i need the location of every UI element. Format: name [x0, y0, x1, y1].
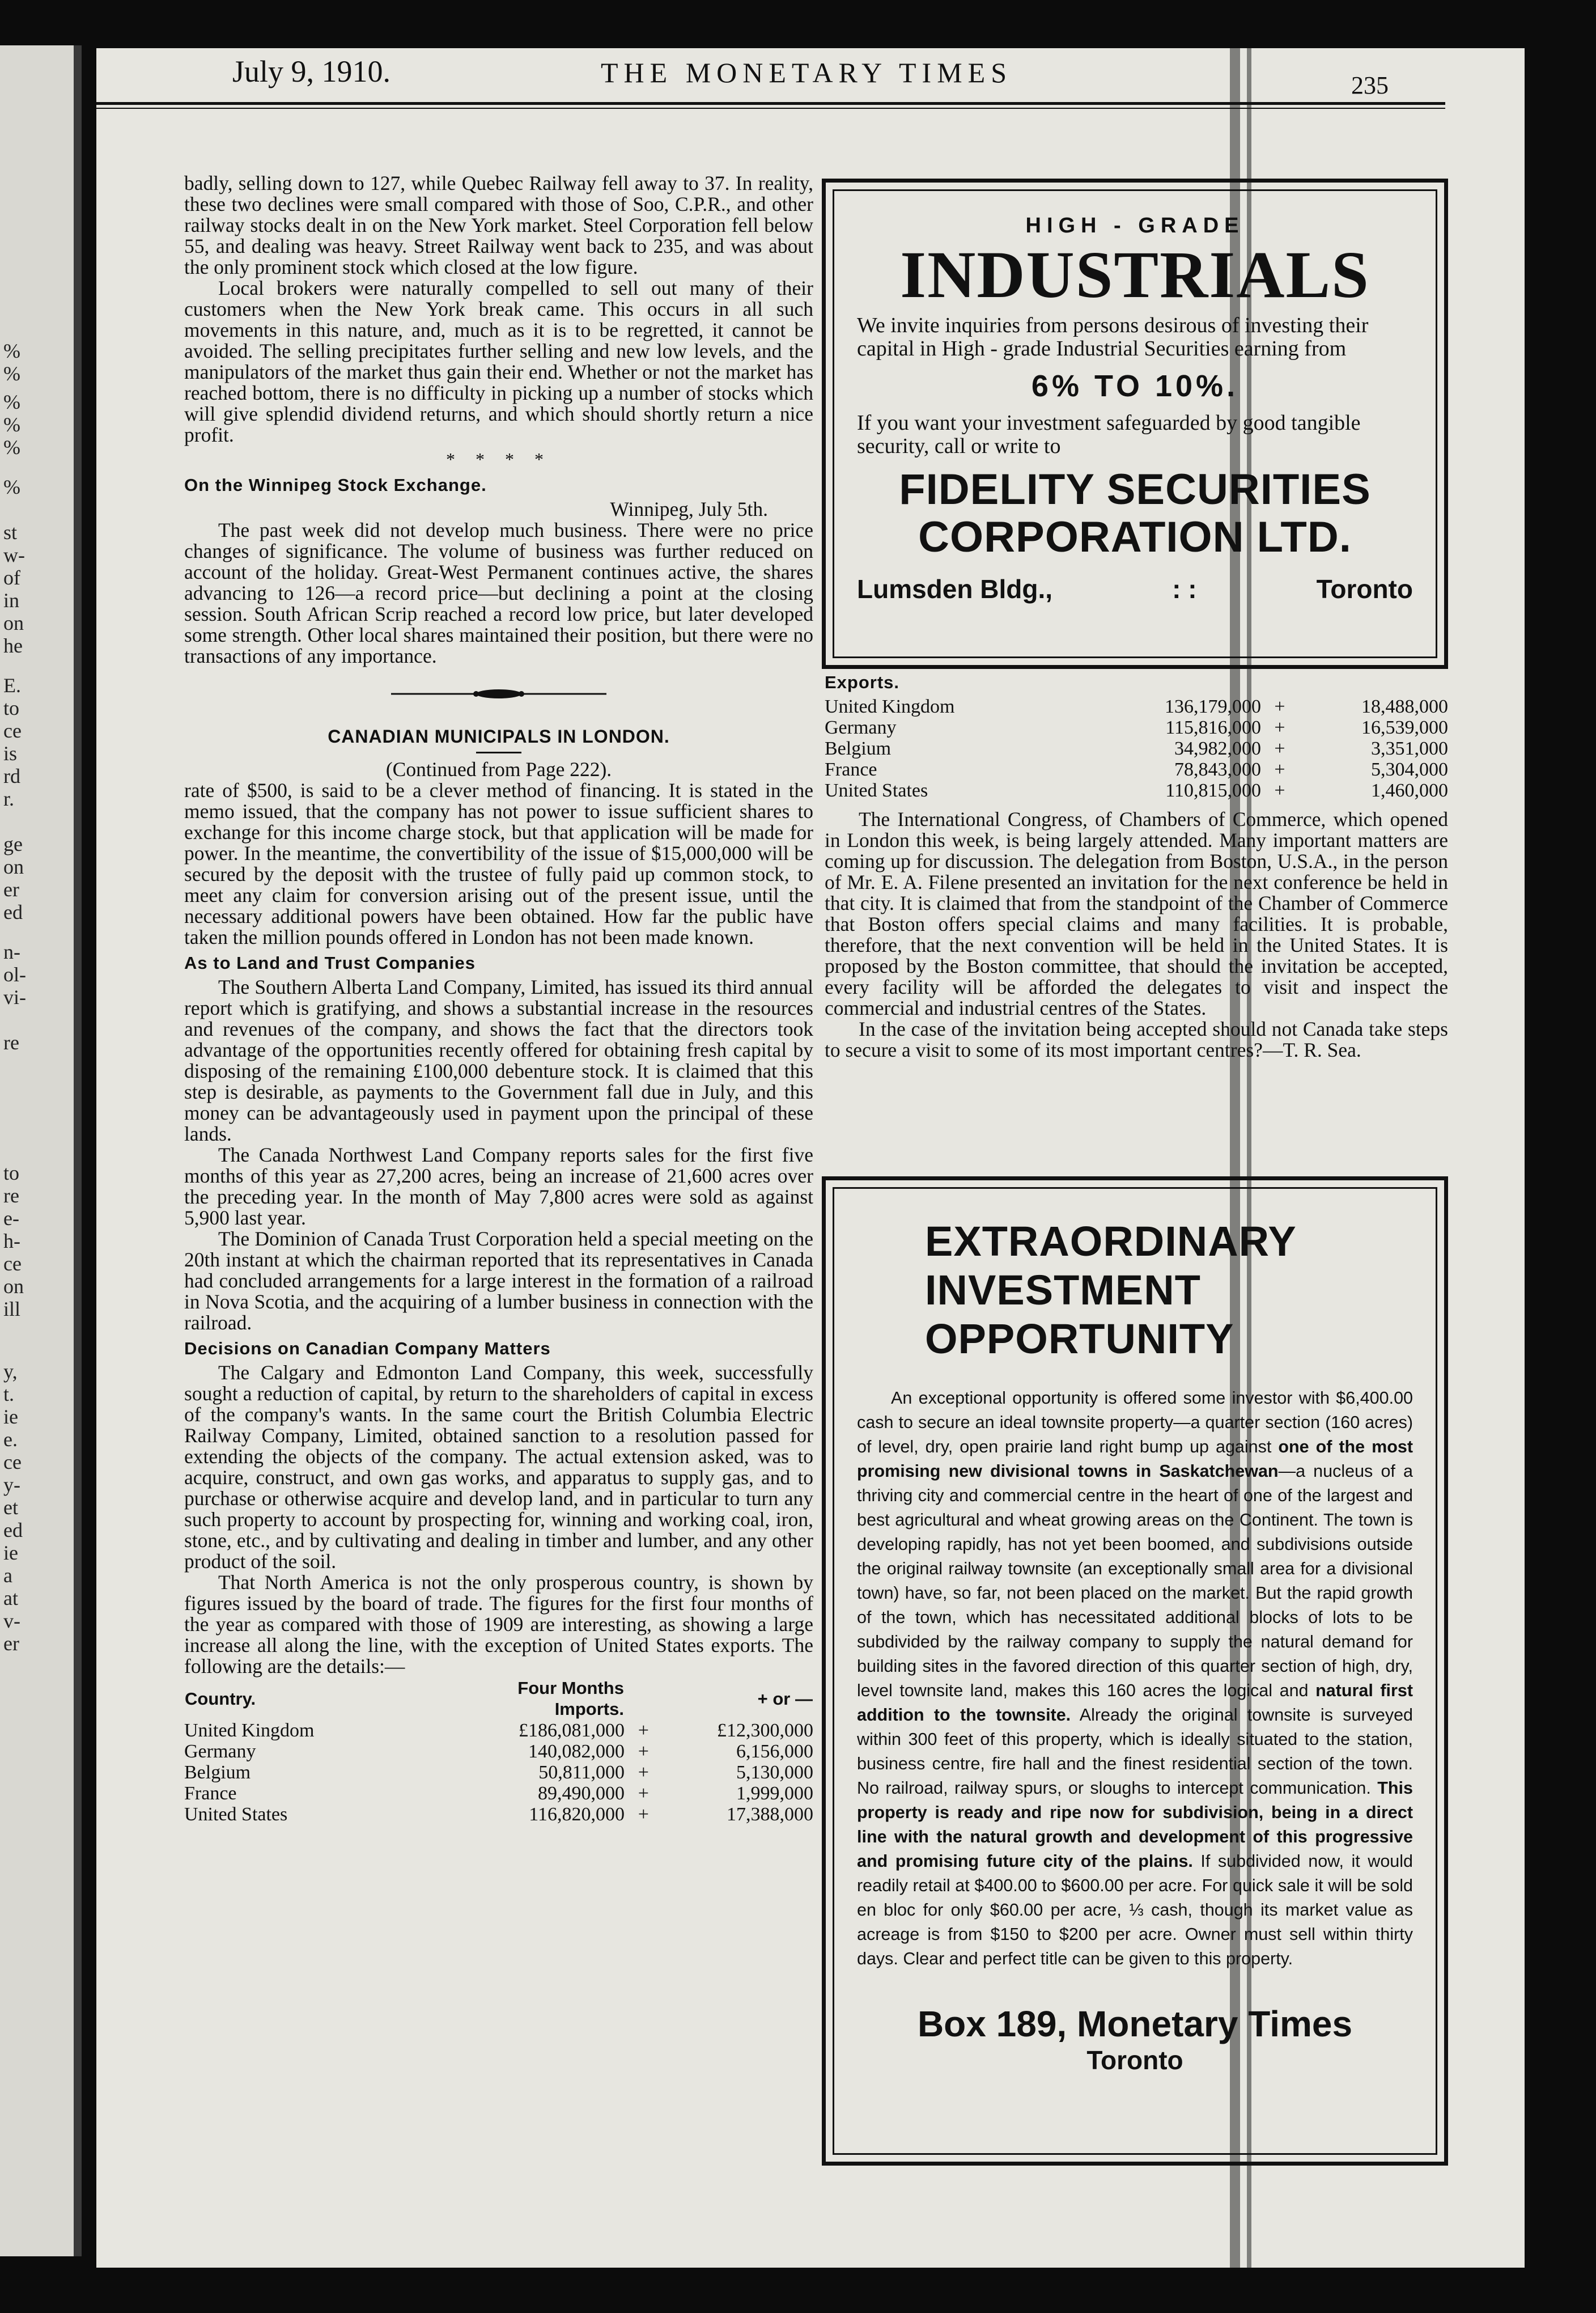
table-cell-value: 136,179,000	[1165, 696, 1261, 717]
table-row	[184, 1720, 813, 1741]
margin-fragment: %	[3, 413, 20, 436]
table-cell-change: 1,999,000	[736, 1783, 813, 1804]
section-stars: * * * *	[446, 449, 551, 469]
dateline: Winnipeg, July 5th.	[610, 498, 768, 520]
ornamental-divider	[184, 684, 813, 705]
ad-text: If you want your investment safeguarded by good tangible security, call or write to	[857, 411, 1361, 458]
margin-fragment: on	[3, 855, 24, 878]
margin-fragment: re	[3, 1184, 19, 1207]
paragraph: That North America is not the only prosperous country, is shown by figures issued by the board of trade. The figures for the first four months of the year as compared with those of 1909 are interesting, as showing a large increase all along the line, with the exception of United States exports. The following are the details:—	[184, 1571, 813, 1677]
margin-fragment: on	[3, 1275, 24, 1298]
margin-fragment: rd	[3, 765, 20, 787]
margin-fragment: %	[3, 362, 20, 385]
table-cell-sign: +	[1274, 780, 1285, 801]
divider-ornament-icon	[391, 687, 606, 701]
margin-fragment: r.	[3, 787, 15, 810]
margin-fragment: %	[3, 340, 20, 362]
header-rule	[96, 102, 1445, 105]
margin-fragment: st	[3, 521, 18, 544]
table-cell-country: Germany	[825, 717, 897, 738]
table-cell-change: 16,539,000	[1361, 717, 1448, 738]
margin-fragment: et	[3, 1496, 18, 1519]
ad-signature: Box 189, Monetary Times	[917, 2003, 1353, 2044]
margin-fragment: in	[3, 589, 20, 612]
section-heading-land: As to Land and Trust Companies	[184, 953, 476, 973]
ad-inner-border	[833, 1187, 1437, 2155]
margin-fragment: he	[3, 634, 23, 657]
adjacent-page-edge	[0, 45, 82, 2256]
ad-body-text: natural first addition to the townsite.	[857, 1681, 1413, 1725]
margin-fragment: %	[3, 391, 20, 413]
page-header	[79, 54, 1423, 99]
right-column	[825, 672, 1448, 1061]
margin-fragment: vi-	[3, 986, 26, 1009]
ad-headline-line: OPPORTUNITY	[925, 1315, 1234, 1362]
margin-fragment: er	[3, 1632, 19, 1655]
ad-body-text: An exceptional opportunity is offered some investor with $6,400.00 cash to secure an ideal townsite property—a quarter section (160 acres) of level, dry, open prairie land right bump up against	[857, 1388, 1413, 1456]
ad-body-text: This property is ready and ripe now for subdivision, being in a direct line with the natural growth and development of this progressive and promising future city of the plains.	[857, 1778, 1413, 1871]
margin-fragment: ce	[3, 1451, 22, 1473]
ad-kicker: HIGH - GRADE	[1025, 214, 1245, 238]
margin-fragment: ie	[3, 1405, 18, 1428]
table-header: + or —	[757, 1688, 813, 1709]
table-cell-value: £186,081,000	[518, 1720, 625, 1741]
ad-body-text: If subdivided now, it would readily retail at $400.00 to $600.00 per acre. For quick sale it will be sold en bloc for only $60.00 per acre, ⅓ cash, though its market value as acreage is from $150 to $200 per acre. Owner must sell within thirty days. Clear and perfect title can be given to this property.	[857, 1852, 1413, 1968]
issue-date: July 9, 1910.	[232, 54, 391, 88]
table-cell-country: United Kingdom	[825, 696, 955, 717]
table-cell-sign: +	[638, 1804, 649, 1825]
table-cell-country: Belgium	[184, 1762, 251, 1783]
ad-body-text: Already the original townsite is surveyed within 300 feet of this property, which is ideally situated to the station, business centre, fire hall and the finest residential section of the town. No railroad, railway spurs, or sloughs to intercept communication.	[857, 1705, 1413, 1798]
table-cell-change: 6,156,000	[736, 1741, 813, 1762]
exports-heading: Exports.	[825, 672, 900, 692]
ad-body-text: one of the most promising new divisional towns in Saskatchewan	[857, 1437, 1413, 1481]
table-cell-sign: +	[1274, 738, 1285, 759]
table-cell-sign: +	[1274, 717, 1285, 738]
table-cell-change: 1,460,000	[1371, 780, 1448, 801]
margin-fragment: h-	[3, 1230, 20, 1252]
table-cell-value: 78,843,000	[1174, 759, 1261, 780]
margin-fragment: ed	[3, 1519, 23, 1541]
section-heading-decisions: Decisions on Canadian Company Matters	[184, 1338, 551, 1358]
table-header: Four Months Imports.	[517, 1678, 624, 1719]
table-cell-value: 50,811,000	[538, 1762, 625, 1783]
margin-fragment: a	[3, 1564, 12, 1587]
margin-fragment: at	[3, 1587, 18, 1609]
table-cell-country: France	[825, 759, 877, 780]
margin-fragment: e.	[3, 1428, 18, 1451]
table-cell-sign: +	[638, 1720, 649, 1741]
table-cell-change: 5,304,000	[1371, 759, 1448, 780]
table-cell-country: United States	[825, 780, 928, 801]
margin-fragment: n-	[3, 941, 20, 963]
table-row	[184, 1741, 813, 1762]
margin-fragment: to	[3, 1162, 20, 1184]
table-cell-sign: +	[1274, 696, 1285, 717]
table-cell-value: 140,082,000	[528, 1741, 625, 1762]
margin-fragment: v-	[3, 1609, 20, 1632]
ad-body	[857, 1386, 1413, 1971]
table-cell-country: United States	[184, 1804, 288, 1825]
table-row	[825, 696, 1448, 717]
table-cell-change: 17,388,000	[727, 1804, 813, 1825]
table-cell-change: 3,351,000	[1371, 738, 1448, 759]
ad-address-separator: : :	[1172, 574, 1197, 604]
margin-fragment: ie	[3, 1541, 18, 1564]
section-heading-winnipeg: On the Winnipeg Stock Exchange.	[184, 475, 487, 495]
ad-firm-name: FIDELITY SECURITIES CORPORATION LTD.	[899, 465, 1371, 561]
margin-fragment: y-	[3, 1473, 20, 1496]
header-rule	[96, 108, 1445, 109]
ad-address-city: Toronto	[1316, 574, 1413, 604]
margin-fragment: ce	[3, 1252, 22, 1275]
margin-fragment: E.	[3, 674, 21, 697]
ad-address-building: Lumsden Bldg.,	[857, 574, 1052, 604]
margin-fragment: %	[3, 476, 20, 498]
table-cell-country: United Kingdom	[184, 1720, 315, 1741]
margin-fragment: t.	[3, 1383, 15, 1405]
ad-address	[857, 574, 1413, 604]
table-cell-sign: +	[638, 1783, 649, 1804]
left-column	[184, 173, 813, 1825]
table-cell-country: France	[184, 1783, 237, 1804]
table-cell-value: 89,490,000	[537, 1783, 625, 1804]
table-cell-sign: +	[1274, 759, 1285, 780]
paragraph: Local brokers were naturally compelled to sell out many of their customers when the New York break came. This occurs in all such movements in this nature, and, much as it is to be regretted, it cannot be avoided. The selling precipitates further selling and new low levels, and the manipulators of the market thus gain their end. Whether or not the market has reached bottom, there is no difficulty in picking up a number of stocks which will give splendid dividend returns, and which should shortly return a nice profit.	[184, 277, 813, 446]
short-rule	[476, 752, 521, 753]
margin-fragment: e-	[3, 1207, 19, 1230]
paragraph: rate of $500, is said to be a clever method of financing. It is stated in the memo issued, that the company has not power to issue sufficient shares to exchange for this income charge stock, but that application will be made for power. In the meantime, the convertibility of the issue of $15,000,000 will be secured by the deposit with the trustee of fully paid up common stock, to meet any claim for conversion arising out of the present issue, until the necessary additional powers have been obtained. How far the public have taken the million pounds offered in London has not been made known.	[184, 779, 813, 948]
advertisement-opportunity	[822, 1176, 1448, 2166]
paragraph: badly, selling down to 127, while Quebec Railway fell away to 37. In reality, these two declines were small compared with those of Soo, C.P.R., and other railway stocks dealt in on the New York market. Steel Corporation fell below 55, and dealing was heavy. Street Railway went back to 235, and was about the only prominent stock which closed at the low figure.	[184, 172, 813, 278]
exports-table	[825, 696, 1448, 801]
continued-note: (Continued from Page 222).	[385, 758, 612, 781]
table-row	[825, 759, 1448, 780]
margin-fragment: ce	[3, 719, 22, 742]
table-row	[825, 780, 1448, 801]
table-cell-value: 34,982,000	[1174, 738, 1261, 759]
paragraph: The Dominion of Canada Trust Corporation held a special meeting on the 20th instant at which the chairman reported that its representatives in Canada had concluded arrangements for a large interest in the formation of a railroad in Nova Scotia, and the acquiring of a lumber business in connection with the railroad.	[184, 1227, 813, 1334]
table-cell-change: 18,488,000	[1361, 696, 1448, 717]
table-header: Country.	[185, 1688, 256, 1709]
table-row	[825, 717, 1448, 738]
advertisement-industrials	[822, 179, 1448, 669]
margin-fragment: to	[3, 697, 20, 719]
margin-fragment: ill	[3, 1298, 21, 1320]
table-row	[184, 1762, 813, 1783]
margin-fragment: y,	[3, 1360, 18, 1383]
margin-fragment: er	[3, 878, 19, 901]
ad-headline-line: INVESTMENT	[925, 1266, 1201, 1314]
margin-fragment: %	[3, 436, 20, 459]
margin-fragment: ed	[3, 901, 23, 923]
table-cell-change: £12,300,000	[717, 1720, 813, 1741]
ad-headline: INDUSTRIALS	[900, 238, 1370, 312]
publication-title: THE MONETARY TIMES	[601, 57, 1012, 88]
table-cell-country: Belgium	[825, 738, 892, 759]
margin-fragment: ge	[3, 833, 23, 855]
margin-fragment: ol-	[3, 963, 26, 986]
paragraph: The Southern Alberta Land Company, Limited, has issued its third annual report which is gratifying, and shows a substantial increase in the resources and revenues of the company, and shows the fact that the directors took advantage of the opportunities recently offered for obtaining fresh capital by disposing of the remaining £100,000 debenture stock. It is claimed that this step is desirable, as payments to the Government fall due in July, and this money can be advantageously used in payment upon the principal of these lands.	[184, 976, 813, 1145]
page-number: 235	[1351, 71, 1389, 99]
table-row	[825, 738, 1448, 759]
table-cell-value: 110,815,000	[1165, 780, 1261, 801]
ad-city: Toronto	[1086, 2045, 1183, 2075]
table-cell-country: Germany	[184, 1741, 256, 1762]
table-cell-change: 5,130,000	[736, 1762, 813, 1783]
paragraph: The past week did not develop much business. There were no price changes of significance. The volume of business was further reduced on account of the holiday. Great-West Permanent continues active, the shares advancing to 126—a record price—but declining a point at the closing session. South African Scrip reached a record low price, but later developed some strength. Other local shares maintained their position, but there were no transactions of any importance.	[184, 519, 813, 667]
margin-fragment: is	[3, 742, 18, 765]
section-heading-municipals: CANADIAN MUNICIPALS IN LONDON.	[328, 726, 670, 747]
paragraph: In the case of the invitation being accepted should not Canada take steps to secure a visit to some of its most important centres?—T. R. Sea.	[825, 1018, 1448, 1061]
table-cell-sign: +	[638, 1741, 649, 1762]
table-row	[184, 1804, 813, 1825]
ad-headline-line: EXTRAORDINARY	[925, 1218, 1297, 1265]
margin-fragment: w-	[3, 544, 25, 566]
ad-body-text: —a nucleus of a thriving city and commercial centre in the heart of one of the largest and best agricultural and wheat growing areas on the Continent. The town is developing rapidly, has not yet been boomed, and subdivisions outside the original railway townsite (an exceptionally small area for a divisional town) have, so far, not been placed on the market. But the rapid growth of the town, which has necessitated additional blocks of lots to be subdivided by the railway company to supply the natural demand for building sites in the favored direction of this quarter section of high, dry, level townsite land, makes this 160 acres the logical and	[857, 1461, 1413, 1700]
ad-headline	[925, 1217, 1413, 1363]
table-cell-value: 115,816,000	[1165, 717, 1261, 738]
ad-inner-border	[833, 189, 1437, 658]
paragraph: The Calgary and Edmonton Land Company, this week, successfully sought a reduction of capital, by return to the shareholders of capital in excess of the company's wants. In the same court the British Columbia Electric Railway Company, Limited, obtained sanction to a resolution passed for extending the objects of the company. The actual extension asked, was to acquire, construct, and own gas works, and apparatus to supply gas, and to purchase or otherwise acquire and develop land, and in particular to turn any such property to account by prospecting for, winning and working coal, iron, stone, etc., and by cultivating and dealing in timber and lumber, and any other product of the soil.	[184, 1361, 813, 1573]
table-cell-sign: +	[638, 1762, 649, 1783]
paragraph: The International Congress, of Chambers of Commerce, which opened in London this week, is being largely attended. Many important matters are coming up for discussion. The delegation from Boston, U.S.A., in the person of Mr. E. A. Filene presented an invitation for the next conference be held in that city. It is claimed that from the standpoint of the Chamber of Commerce that Boston offers special claims and many facilities. It is probable, therefore, that the next convention will be held in the United States. It is proposed by the Boston committee, that should the invitation be accepted, every facility will be afforded the delegates to visit and inspect the commercial and industrial centres of the States.	[825, 808, 1448, 1019]
margin-fragment: of	[3, 566, 20, 589]
table-row	[184, 1783, 813, 1804]
paragraph: The Canada Northwest Land Company reports sales for the first five months of this year as 27,200 acres, being an increase of 21,600 acres over the preceding year. In the month of May 7,800 acres were sold as against 5,900 last year.	[184, 1143, 813, 1229]
table-cell-value: 116,820,000	[529, 1804, 625, 1825]
margin-fragment: re	[3, 1031, 19, 1054]
imports-table	[184, 1677, 813, 1825]
margin-fragment: on	[3, 612, 24, 634]
ad-text: We invite inquiries from persons desirous of investing their capital in High - grade Industrial Securities earning from	[857, 314, 1369, 361]
ad-rate: 6% TO 10%.	[1031, 369, 1239, 403]
